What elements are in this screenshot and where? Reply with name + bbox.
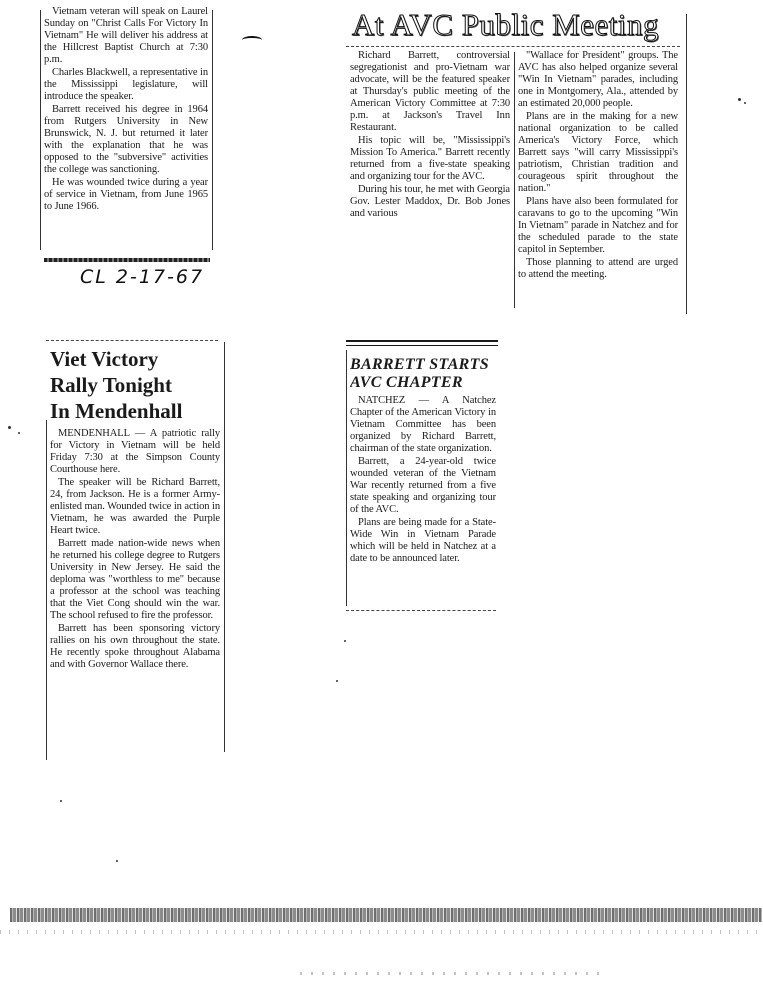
laurel-paragraph-4: He was wounded twice during a year of service in Vietnam, from June 1965 to June 1966. xyxy=(44,177,208,212)
chapter-headline xyxy=(350,356,500,392)
stray-pen-mark xyxy=(242,36,262,44)
rally-headline xyxy=(50,346,220,424)
rally-right-border xyxy=(224,342,225,752)
rally-paragraph-4: Barrett has been sponsoring victory rallies on his own throughout the state. He recently spoke throughout Alabama and with Governor Wallace there. xyxy=(50,623,220,670)
scan-speck xyxy=(116,860,118,862)
avc-column-divider xyxy=(514,52,515,308)
avc-meeting-headline: At AVC Public Meeting xyxy=(352,8,660,42)
chapter-paragraph-1: NATCHEZ — A Natchez Chapter of the American Victory in Vietnam Committee has been organized by Richard Barrett, chairman of the state organization. xyxy=(350,395,496,454)
rally-article-body xyxy=(50,428,220,671)
avc-col1-paragraph-1: Richard Barrett, controversial segregationist and pro-Vietnam war advocate, will be the featured speaker at Thursday's public meeting of the American Victory Committee at 7:30 p.m. at Jackson's Travel Inn Restaurant. xyxy=(350,50,510,133)
chapter-paragraph-3: Plans are being made for a State-Wide Win in Vietnam Parade which will be held in Natchez at a date to be announced later. xyxy=(350,517,496,564)
scanner-edge-noise xyxy=(0,930,763,934)
avc-col2-paragraph-2: Plans are in the making for a new national organization to be called America's Victory Force, which Barrett says "will carry Mississippi's patriotism, Christian tradition and courageous spirit throughout the nation." xyxy=(518,111,678,194)
chapter-left-border xyxy=(346,350,347,606)
avc-col2-paragraph-3: Plans have also been formulated for caravans to go to the upcoming "Win In Vietnam" parade in Natchez and for the scheduled parade to the state capitol in September. xyxy=(518,196,678,255)
scan-speck xyxy=(8,426,11,429)
rally-top-rule xyxy=(46,340,218,341)
avc-right-border xyxy=(686,14,687,314)
avc-meeting-column-2 xyxy=(518,50,678,281)
rally-headline-line-3: In Mendenhall xyxy=(50,399,183,423)
rally-paragraph-2: The speaker will be Richard Barrett, 24, from Jackson. He is a former Army-enlisted man. Wounded twice in action in Vietnam, he was awarded the Purple Heart twice. xyxy=(50,477,220,536)
chapter-article-body xyxy=(350,395,496,565)
scan-speck xyxy=(744,102,746,104)
avc-col1-paragraph-3: During his tour, he met with Georgia Gov. Lester Maddox, Dr. Bob Jones and various xyxy=(350,184,510,219)
clipping-laurel-speech xyxy=(44,6,208,252)
rally-paragraph-3: Barrett made nation-wide news when he returned his college degree to Rutgers University in New Jersey. He said the deploma was "worthless to me" because a professor at the school was teaching that the Viet Cong should win the war. The school refused to fire the professor. xyxy=(50,538,220,621)
chapter-top-rule xyxy=(346,340,498,342)
scan-speck xyxy=(344,640,346,642)
clipping-avc-chapter xyxy=(350,356,500,606)
laurel-article-body xyxy=(44,6,208,213)
scan-speck xyxy=(336,680,338,682)
avc-col2-paragraph-4: Those planning to attend are urged to attend the meeting. xyxy=(518,257,678,280)
scan-speck xyxy=(60,800,62,802)
rally-left-border xyxy=(46,420,47,760)
laurel-paragraph-3: Barrett received his degree in 1964 from Rutgers University in New Brunswick, N. J. but returned it later with the explanation that he was opposed to the "subversive" activities the college was sanctioning. xyxy=(44,104,208,175)
rally-headline-line-2: Rally Tonight xyxy=(50,373,172,397)
scan-speck xyxy=(738,98,741,101)
chapter-headline-line-2: AVC CHAPTER xyxy=(350,374,463,391)
chapter-bottom-rule xyxy=(346,610,496,611)
avc-col1-paragraph-2: His topic will be, "Mississippi's Mission To America." Barrett recently returned from a five-state speaking and organizing tour for the AVC. xyxy=(350,135,510,182)
clipping-mendenhall-rally xyxy=(50,346,220,758)
avc-headline-underline xyxy=(346,46,680,47)
laurel-left-border xyxy=(40,10,41,250)
chapter-top-rule-2 xyxy=(346,345,498,346)
avc-meeting-column-1 xyxy=(350,50,510,220)
laurel-right-border xyxy=(212,10,213,250)
handwritten-date-note: CL 2-17-67 xyxy=(80,266,205,288)
scanner-edge-bottom xyxy=(10,908,762,922)
avc-col2-paragraph-1: "Wallace for President" groups. The AVC has also helped organize several "Win In Vietnam" parades, including one in Montgomery, Ala., attended by an estimated 20,000 people. xyxy=(518,50,678,109)
chapter-paragraph-2: Barrett, a 24-year-old twice wounded veteran of the Vietnam War recently returned from a five state speaking and organizing tour of the AVC. xyxy=(350,456,496,515)
laurel-paragraph-2: Charles Blackwell, a representative in the Mississippi legislature, will introduce the speaker. xyxy=(44,67,208,102)
scanner-edge-noise-2 xyxy=(300,972,600,975)
laurel-bottom-rule xyxy=(44,258,210,262)
laurel-paragraph-1: Vietnam veteran will speak on Laurel Sunday on "Christ Calls For Victory In Vietnam" He will deliver his address at the Hillcrest Baptist Church at 7:30 p.m. xyxy=(44,6,208,65)
clipping-avc-meeting xyxy=(346,8,682,312)
rally-headline-line-1: Viet Victory xyxy=(50,347,159,371)
rally-paragraph-1: MENDENHALL — A patriotic rally for Victory in Vietnam will be held Friday 7:30 at the Simpson County Courthouse here. xyxy=(50,428,220,475)
chapter-headline-line-1: BARRETT STARTS xyxy=(350,356,489,373)
scan-speck xyxy=(18,432,20,434)
